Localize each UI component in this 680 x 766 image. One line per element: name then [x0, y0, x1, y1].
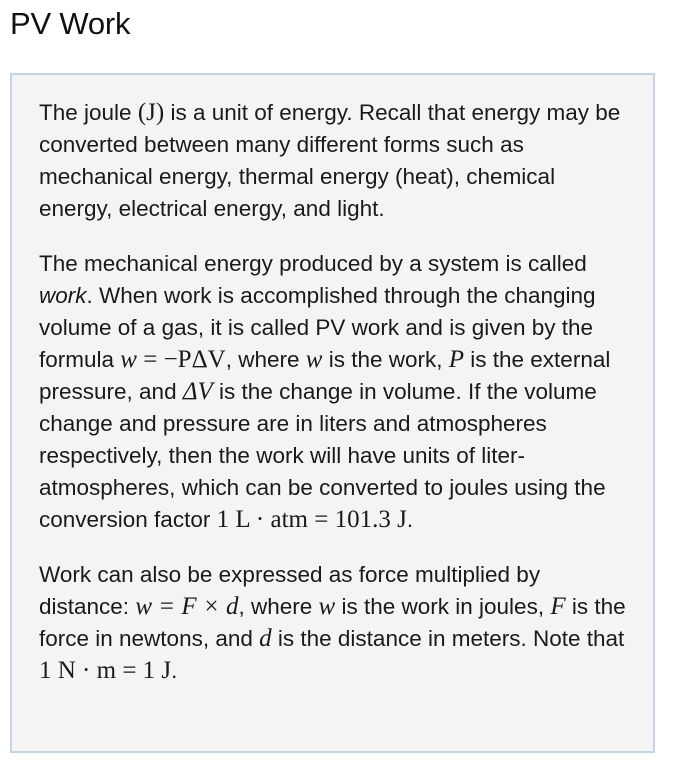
math-var-delta-v: ΔV — [182, 378, 213, 405]
text: The mechanical energy produced by a system is called — [39, 251, 587, 276]
math-pv-formula — [120, 346, 225, 373]
math-var-p: P — [448, 346, 465, 373]
math-joule-symbol: (J) — [137, 99, 165, 126]
text: is a unit of energy. Recall that energy may be converted between many different forms such as mechanical energy, thermal energy (heat), chemical energy, electrical energy, and light. — [39, 100, 621, 221]
text: is the external pressure, and — [39, 347, 611, 404]
text: is the work, — [322, 347, 449, 372]
text: . When work is accomplished through the changing volume of a gas, it is called PV work and is given by the formula — [39, 283, 596, 372]
text: . — [406, 507, 414, 532]
text: . — [171, 658, 178, 683]
text: The joule — [39, 100, 138, 125]
math-newton-meter-joule: 1 N · m = 1 J — [39, 657, 172, 684]
text: , where — [238, 594, 319, 619]
text: Work can also be expressed as force multiplied by distance: — [39, 562, 541, 619]
math-var-w: w — [120, 346, 137, 373]
math-var-w: w — [305, 346, 323, 373]
text: is the change in volume. If the volume change and pressure are in liters and atmospheres respectively, then the work will have units of liter-atmospheres, which can be converted to joules using the conversion factor — [39, 379, 606, 532]
paragraph-force-distance — [39, 559, 633, 687]
paragraph-joule-definition — [39, 97, 633, 225]
math-var-d: d — [259, 625, 272, 652]
math-conversion-factor: 1 L · atm = 101.3 J — [216, 506, 407, 533]
content-box — [10, 73, 655, 753]
emphasis-work: work — [39, 283, 87, 308]
text: , where — [225, 347, 306, 372]
text: is the work in joules, — [335, 594, 551, 619]
math-force-distance-formula: w = F × d — [135, 593, 239, 620]
text: is the distance in meters. Note that — [271, 626, 625, 651]
math-formula-rhs: = −PΔV — [136, 346, 226, 373]
math-var-f: F — [550, 593, 566, 620]
text: is the force in newtons, and — [39, 594, 626, 651]
page-title: PV Work — [10, 6, 131, 41]
math-var-w: w — [318, 593, 336, 620]
paragraph-pv-work — [39, 248, 633, 536]
